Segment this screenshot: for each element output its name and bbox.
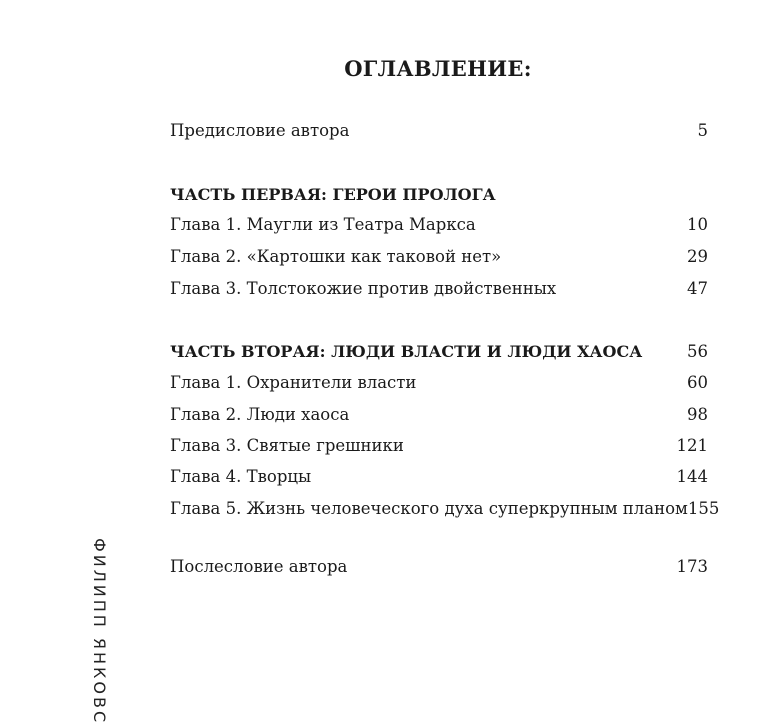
toc-entry-page: 121 <box>676 436 708 455</box>
toc-entry-label: Послесловие автора <box>170 557 348 576</box>
toc-entry-preface <box>170 121 708 140</box>
toc-entry-label: Глава 2. «Картошки как таковой нет» <box>170 247 502 266</box>
toc-entry-part2-chapter2 <box>170 405 708 424</box>
toc-entry-label: Глава 2. Люди хаоса <box>170 405 350 424</box>
toc-title: ОГЛАВЛЕНИЕ: <box>344 56 532 81</box>
toc-entry-part2-chapter1 <box>170 373 708 392</box>
toc-entry-part2-chapter5 <box>170 499 720 518</box>
toc-entry-page: 144 <box>676 467 708 486</box>
toc-entry-part2-chapter4 <box>170 467 708 486</box>
toc-entry-afterword <box>170 557 708 576</box>
spine-author-name: ФИЛИПП ЯНКОВС <box>90 538 109 725</box>
toc-entry-page: 56 <box>687 342 708 361</box>
toc-entry-label: ЧАСТЬ ВТОРАЯ: ЛЮДИ ВЛАСТИ И ЛЮДИ ХАОСА <box>170 342 643 361</box>
toc-entry-page: 47 <box>687 279 708 298</box>
toc-entry-page: 60 <box>687 373 708 392</box>
toc-entry-page: 29 <box>687 247 708 266</box>
toc-entry-label: Глава 5. Жизнь человеческого духа суперкрупным планом <box>170 499 688 518</box>
toc-entry-part1-chapter1 <box>170 215 708 234</box>
toc-entry-label: Глава 4. Творцы <box>170 467 312 486</box>
toc-entry-label: Предисловие автора <box>170 121 350 140</box>
toc-entry-label: Глава 1. Маугли из Театра Маркса <box>170 215 476 234</box>
toc-part-two-heading <box>170 342 708 361</box>
toc-entry-label: Глава 1. Охранители власти <box>170 373 417 392</box>
toc-entry-page: 173 <box>676 557 708 576</box>
toc-entry-part1-chapter3 <box>170 279 708 298</box>
toc-entry-label: Глава 3. Толстокожие против двойственных <box>170 279 557 298</box>
toc-entry-page: 5 <box>697 121 708 140</box>
toc-entry-part1-chapter2 <box>170 247 708 266</box>
toc-entry-page: 10 <box>687 215 708 234</box>
toc-part-one-heading <box>170 185 708 204</box>
toc-entry-page: 98 <box>687 405 708 424</box>
toc-entry-part2-chapter3 <box>170 436 708 455</box>
toc-entry-label: Глава 3. Святые грешники <box>170 436 404 455</box>
toc-entry-page: 155 <box>687 499 720 518</box>
toc-entry-label: ЧАСТЬ ПЕРВАЯ: ГЕРОИ ПРОЛОГА <box>170 185 496 204</box>
